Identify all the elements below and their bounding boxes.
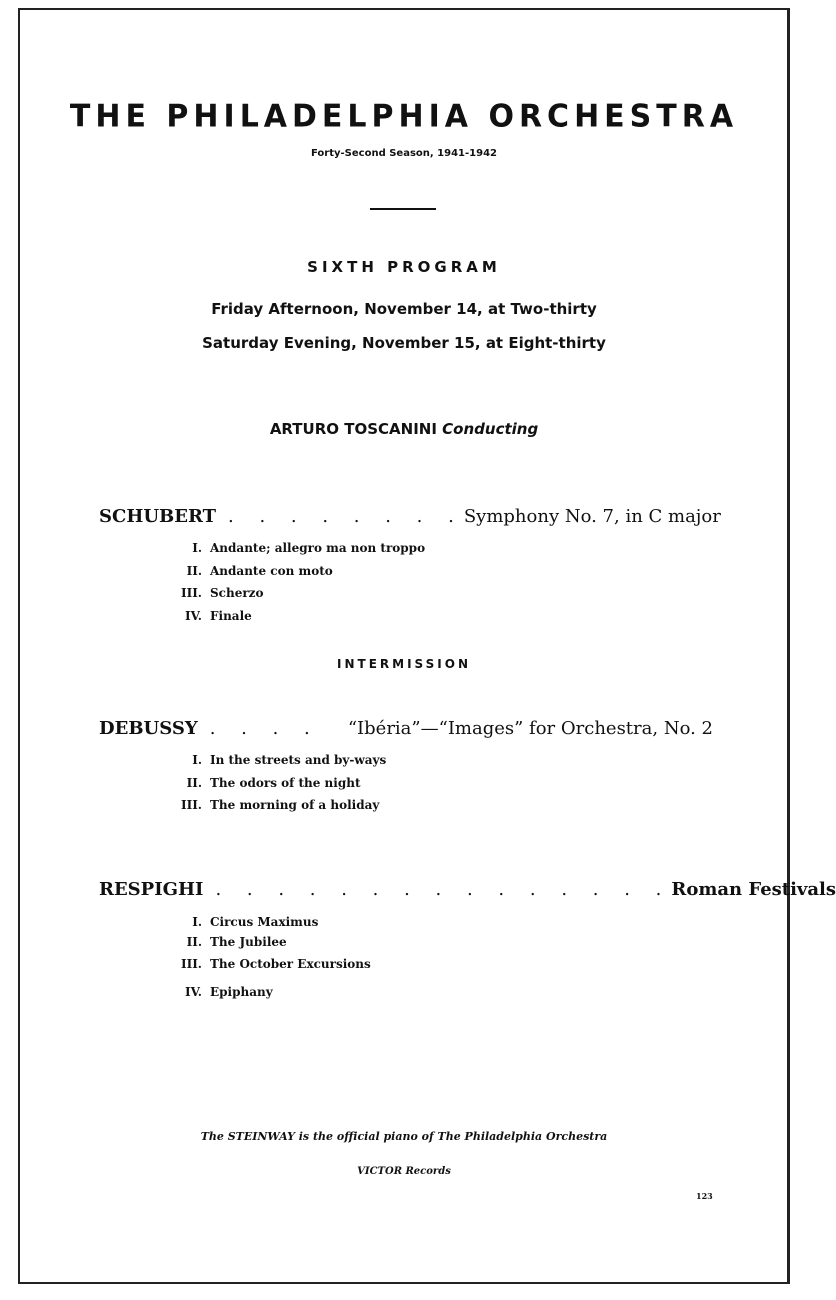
movement-name: Andante con moto <box>210 564 333 578</box>
movement-name: Andante; allegro ma non troppo <box>210 541 426 555</box>
movement-number: III. <box>180 957 202 971</box>
movement-number: I. <box>192 753 202 767</box>
movement-item <box>170 586 263 600</box>
composer-name: RESPIGHI <box>99 879 204 900</box>
work-title: Roman Festivals <box>671 879 836 900</box>
movement-number: IV. <box>184 985 202 999</box>
movement-name: In the streets and by-ways <box>210 753 387 767</box>
movement-item <box>170 915 318 929</box>
divider-rule <box>370 208 436 210</box>
performance-date-saturday: Saturday Evening, November 15, at Eight-thirty <box>202 334 606 352</box>
conductor-name: ARTURO TOSCANINI <box>269 420 437 438</box>
season-subtitle: Forty-Second Season, 1941-1942 <box>311 148 497 159</box>
movement-number: II. <box>186 935 202 949</box>
movement-item <box>170 985 273 999</box>
movement-number: IV. <box>184 609 202 623</box>
movement-item <box>170 564 333 578</box>
movement-name: Epiphany <box>210 985 273 999</box>
movement-number: I. <box>192 541 202 555</box>
movement-number: III. <box>180 586 202 600</box>
leader-dots: . . . . . . . . <box>228 506 464 527</box>
composer-name: DEBUSSY <box>99 718 198 739</box>
movement-item <box>170 609 252 623</box>
intermission-label: INTERMISSION <box>337 657 471 671</box>
conductor-role: Conducting <box>442 420 539 438</box>
leader-dots: . . . . <box>209 718 320 739</box>
movement-name: The Jubilee <box>210 935 287 949</box>
work-heading-respighi <box>99 879 836 900</box>
movement-item <box>170 776 361 790</box>
movement-name: The odors of the night <box>210 776 361 790</box>
page-number: 123 <box>696 1191 713 1201</box>
work-title: “Ibéria”—“Images” for Orchestra, No. 2 <box>347 718 713 739</box>
victor-records-note: VICTOR Records <box>357 1166 451 1177</box>
leader-dots: . . . . . . . . . . . . . . . <box>215 879 672 900</box>
work-heading-schubert <box>99 506 721 527</box>
performance-date-friday: Friday Afternoon, November 14, at Two-thirty <box>211 300 597 318</box>
movement-item <box>170 753 386 767</box>
program-heading: SIXTH PROGRAM <box>307 258 501 276</box>
movement-name: Circus Maximus <box>210 915 319 929</box>
movement-name: Scherzo <box>210 586 264 600</box>
orchestra-title: THE PHILADELPHIA ORCHESTRA <box>69 98 739 135</box>
steinway-note: The STEINWAY is the official piano of The Philadelphia Orchestra <box>200 1130 608 1143</box>
movement-number: II. <box>186 564 202 578</box>
movement-name: The morning of a holiday <box>210 798 380 812</box>
page-border <box>18 8 790 1284</box>
movement-item <box>170 957 371 971</box>
movement-number: I. <box>192 915 202 929</box>
movement-name: The October Excursions <box>210 957 371 971</box>
work-heading-debussy <box>99 718 713 739</box>
work-title: Symphony No. 7, in C major <box>463 506 721 527</box>
movement-number: II. <box>186 776 202 790</box>
movement-item <box>170 541 425 555</box>
movement-item <box>170 935 287 949</box>
movement-name: Finale <box>210 609 252 623</box>
movement-item <box>170 798 379 812</box>
conductor-line <box>18 420 790 438</box>
composer-name: SCHUBERT <box>99 506 216 527</box>
movement-number: III. <box>180 798 202 812</box>
